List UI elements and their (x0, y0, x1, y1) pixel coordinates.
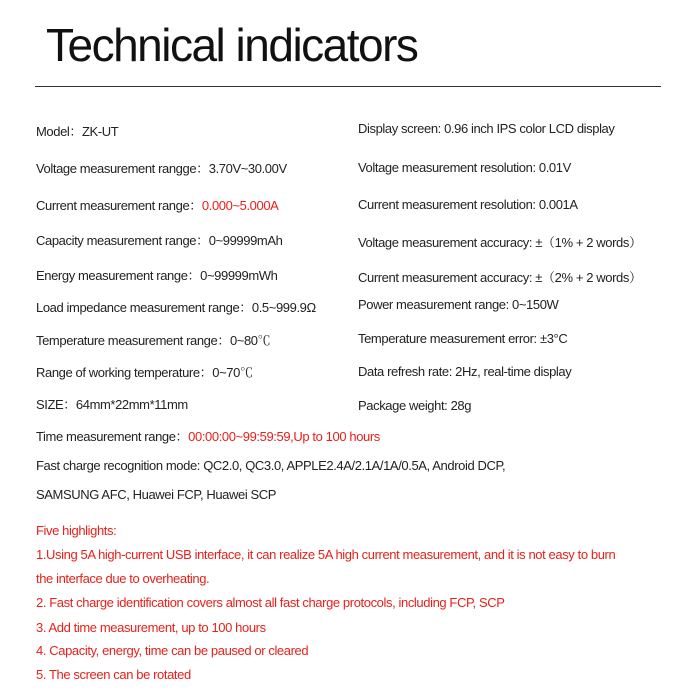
spec-model (36, 121, 118, 140)
highlight-item-2: 2. Fast charge identification covers almost all fast charge protocols, including FCP, SCP (36, 595, 505, 610)
spec-power-range: Power measurement range: 0~150W (358, 297, 559, 312)
spec-value-highlighted: 00:00:00~99:59:59,Up to 100 hours (188, 429, 380, 444)
spec-impedance-range (36, 297, 316, 316)
highlight-item-5: 5. The screen can be rotated (36, 667, 191, 682)
spec-time-range (36, 426, 380, 445)
spec-package-weight: Package weight: 28g (358, 398, 472, 413)
spec-value: 0~70℃ (212, 365, 253, 380)
highlight-item-3: 3. Add time measurement, up to 100 hours (36, 620, 266, 635)
spec-label: Energy measurement range： (36, 268, 201, 283)
highlight-item-1-continued: the interface due to overheating. (36, 571, 210, 586)
spec-label: Temperature measurement range： (36, 333, 230, 348)
spec-voltage-accuracy: Voltage measurement accuracy: ±（1% + 2 words） (358, 235, 642, 250)
spec-temperature-error: Temperature measurement error: ±3°C (358, 331, 568, 346)
spec-value: ZK-UT (82, 124, 119, 139)
spec-value: 3.70V~30.00V (208, 161, 287, 176)
spec-label: SIZE： (36, 397, 76, 412)
spec-current-resolution: Current measurement resolution: 0.001A (358, 197, 578, 212)
spec-voltage-range (36, 158, 287, 177)
spec-label: Capacity measurement range： (36, 233, 209, 248)
fast-charge-line-1: Fast charge recognition mode: QC2.0, QC3.0, APPLE2.4A/2.1A/1A/0.5A, Android DCP, (36, 458, 506, 473)
highlight-item-4: 4. Capacity, energy, time can be paused or cleared (36, 643, 309, 658)
spec-value-highlighted: 0.000~5.000A (201, 198, 279, 213)
spec-current-accuracy: Current measurement accuracy: ±（2% + 2 words） (358, 270, 642, 285)
spec-working-temperature (36, 362, 253, 381)
spec-value: 64mm*22mm*11mm (75, 397, 188, 412)
spec-capacity-range (36, 230, 282, 249)
highlights-heading: Five highlights: (36, 523, 117, 538)
spec-refresh-rate: Data refresh rate: 2Hz, real-time display (358, 364, 572, 379)
spec-label: Voltage measurement rangge： (36, 161, 209, 176)
spec-current-range (36, 195, 278, 214)
spec-label: Current measurement range： (36, 198, 202, 213)
title-divider (35, 86, 661, 87)
spec-temperature-range (36, 330, 270, 349)
fast-charge-line-2: SAMSUNG AFC, Huawei FCP, Huawei SCP (36, 487, 277, 502)
spec-size (36, 394, 188, 413)
spec-label: Model： (36, 124, 83, 139)
spec-voltage-resolution: Voltage measurement resolution: 0.01V (358, 160, 571, 175)
spec-label: Load impedance measurement range： (36, 300, 252, 315)
spec-display-screen: Display screen: 0.96 inch IPS color LCD display (358, 121, 615, 136)
spec-energy-range (36, 265, 277, 284)
spec-label: Time measurement range： (36, 429, 189, 444)
spec-value: 0~80℃ (229, 333, 271, 348)
page-title: Technical indicators (46, 19, 418, 71)
spec-value: 0~99999mWh (200, 268, 278, 283)
highlight-item-1: 1.Using 5A high-current USB interface, it can realize 5A high current measurement, and it is not easy to burn (36, 547, 616, 562)
spec-label: Range of working temperature： (36, 365, 213, 380)
spec-value: 0~99999mAh (208, 233, 283, 248)
spec-value: 0.5~999.9Ω (251, 300, 316, 315)
